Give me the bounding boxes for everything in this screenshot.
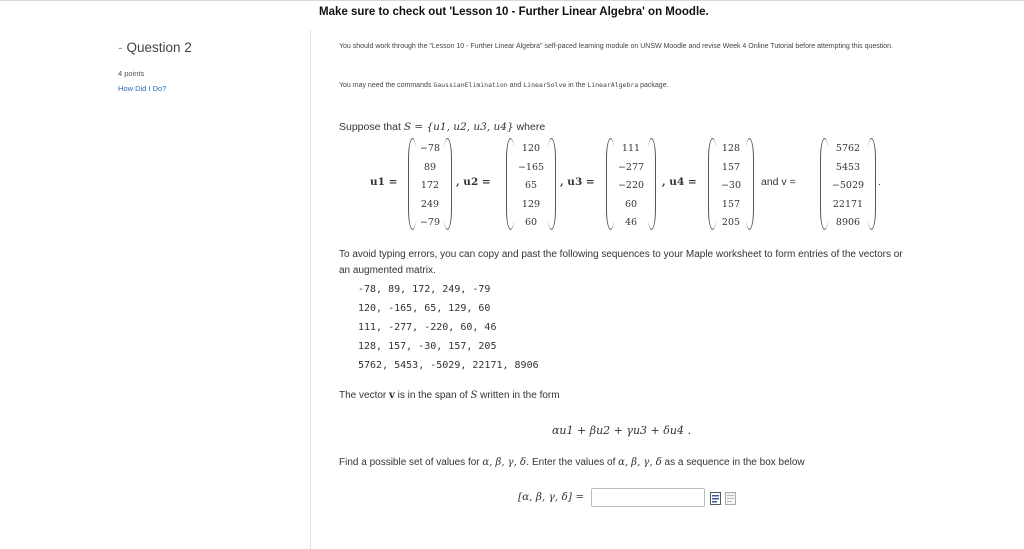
u2-entry: 120: [521, 143, 541, 154]
u1-entry: 249: [420, 198, 440, 210]
answer-input[interactable]: [591, 488, 705, 507]
moodle-banner: Make sure to check out 'Lesson 10 - Further Linear Algebra' on Moodle.: [319, 6, 709, 18]
find-vars: α, β, γ, δ.: [482, 457, 530, 468]
u2-entry: −165: [517, 161, 545, 173]
u1-entry: 172: [420, 180, 440, 192]
collapse-dash-icon[interactable]: -: [118, 40, 123, 55]
u1-entry: −78: [419, 143, 441, 154]
sequence-line[interactable]: 5762, 5453, -5029, 22171, 8906: [358, 360, 539, 371]
vector-period: .: [878, 176, 881, 188]
suppose-post: where: [513, 121, 546, 133]
u2-entry: 65: [524, 180, 538, 192]
vector-label-u4: , u4 =: [662, 176, 697, 188]
vector-u2: [506, 138, 556, 230]
span-statement: [339, 390, 560, 401]
span-vector-v: v: [389, 390, 395, 401]
sequence-line[interactable]: 111, -277, -220, 60, 46: [358, 322, 497, 333]
vector-label-u2: , u2 =: [456, 176, 491, 188]
span-text-pre: The vector: [339, 390, 390, 401]
top-border: [0, 0, 1024, 1]
vector-v: [820, 138, 876, 230]
u3-entry: −220: [617, 180, 645, 192]
linear-combination-formula: αu1 + βu2 + γu3 + δu4 .: [552, 424, 691, 437]
u3-entry: −277: [617, 161, 645, 173]
span-text-post: written in the form: [477, 390, 560, 401]
set-definition: S = {u1, u2, u3, u4}: [403, 121, 514, 133]
question-points: 4 points: [118, 69, 145, 78]
sequence-code-block[interactable]: [358, 280, 539, 375]
span-text-mid: is in the span of: [394, 390, 471, 401]
question-title-text: Question 2: [126, 40, 192, 55]
copy-instructions: To avoid typing errors, you can copy and past the following sequences to your Maple worksheet to form entries of the vectors or an augmented matrix.: [339, 249, 903, 276]
u3-entry: 60: [624, 198, 638, 210]
vector-u3: [606, 138, 656, 230]
preview-icon[interactable]: [710, 492, 721, 505]
package-name: LinearAlgebra: [587, 81, 639, 89]
u3-entry: 111: [621, 143, 641, 154]
how-did-i-do-link[interactable]: How Did I Do?: [118, 84, 167, 93]
question-sidebar: [118, 40, 192, 96]
answer-label: [α, β, γ, δ] =: [518, 491, 585, 503]
sequence-line[interactable]: -78, 89, 172, 249, -79: [358, 284, 491, 295]
column-divider: [310, 30, 311, 549]
help-document-icon[interactable]: [725, 492, 736, 505]
vector-label-u1: u1 =: [370, 176, 398, 188]
commands-text-post: package.: [638, 82, 669, 89]
v-entry: 5453: [835, 161, 861, 173]
vector-label-v: and v =: [761, 176, 796, 188]
v-entry: 22171: [832, 198, 864, 210]
command-gaussian: GaussianElimination: [433, 81, 508, 89]
v-entry: 8906: [835, 217, 861, 229]
u1-entry: 89: [423, 161, 437, 173]
command-linsolve: LinearSolve: [523, 81, 567, 89]
vector-label-u3: , u3 =: [560, 176, 595, 188]
commands-paragraph: [339, 80, 899, 91]
find-text-post: as a sequence in the box below: [661, 457, 805, 468]
u4-entry: 205: [721, 217, 741, 229]
u3-entry: 46: [624, 217, 638, 229]
vector-u4: [708, 138, 754, 230]
u4-entry: −30: [720, 180, 742, 192]
u4-entry: 128: [721, 143, 741, 154]
suppose-pre: Suppose that: [339, 121, 404, 133]
v-entry: −5029: [831, 180, 865, 192]
u2-entry: 60: [524, 217, 538, 229]
span-set-s: S: [470, 390, 478, 401]
intro-paragraph: You should work through the "Lesson 10 - Further Linear Algebra" self-paced learning module on UNSW Moodle and revise Week 4 Online Tutorial before attempting this question.: [339, 43, 894, 50]
u4-entry: 157: [721, 161, 741, 173]
find-instructions: [339, 457, 805, 468]
u4-entry: 157: [721, 198, 741, 210]
find-vars2: α, β, γ, δ: [618, 457, 662, 468]
u1-entry: −79: [419, 217, 441, 229]
sequence-line[interactable]: 128, 157, -30, 157, 205: [358, 341, 497, 352]
suppose-statement: [339, 121, 545, 133]
vector-u1: [408, 138, 452, 230]
commands-text-pre: You may need the commands: [339, 82, 434, 89]
find-text-pre: Find a possible set of values for: [339, 457, 483, 468]
question-title: [118, 40, 192, 55]
sequence-line[interactable]: 120, -165, 65, 129, 60: [358, 303, 491, 314]
find-text-mid: Enter the values of: [529, 457, 619, 468]
commands-text-mid2: in the: [566, 82, 588, 89]
commands-text-mid: and: [507, 82, 524, 89]
u2-entry: 129: [521, 198, 541, 210]
v-entry: 5762: [835, 143, 861, 154]
